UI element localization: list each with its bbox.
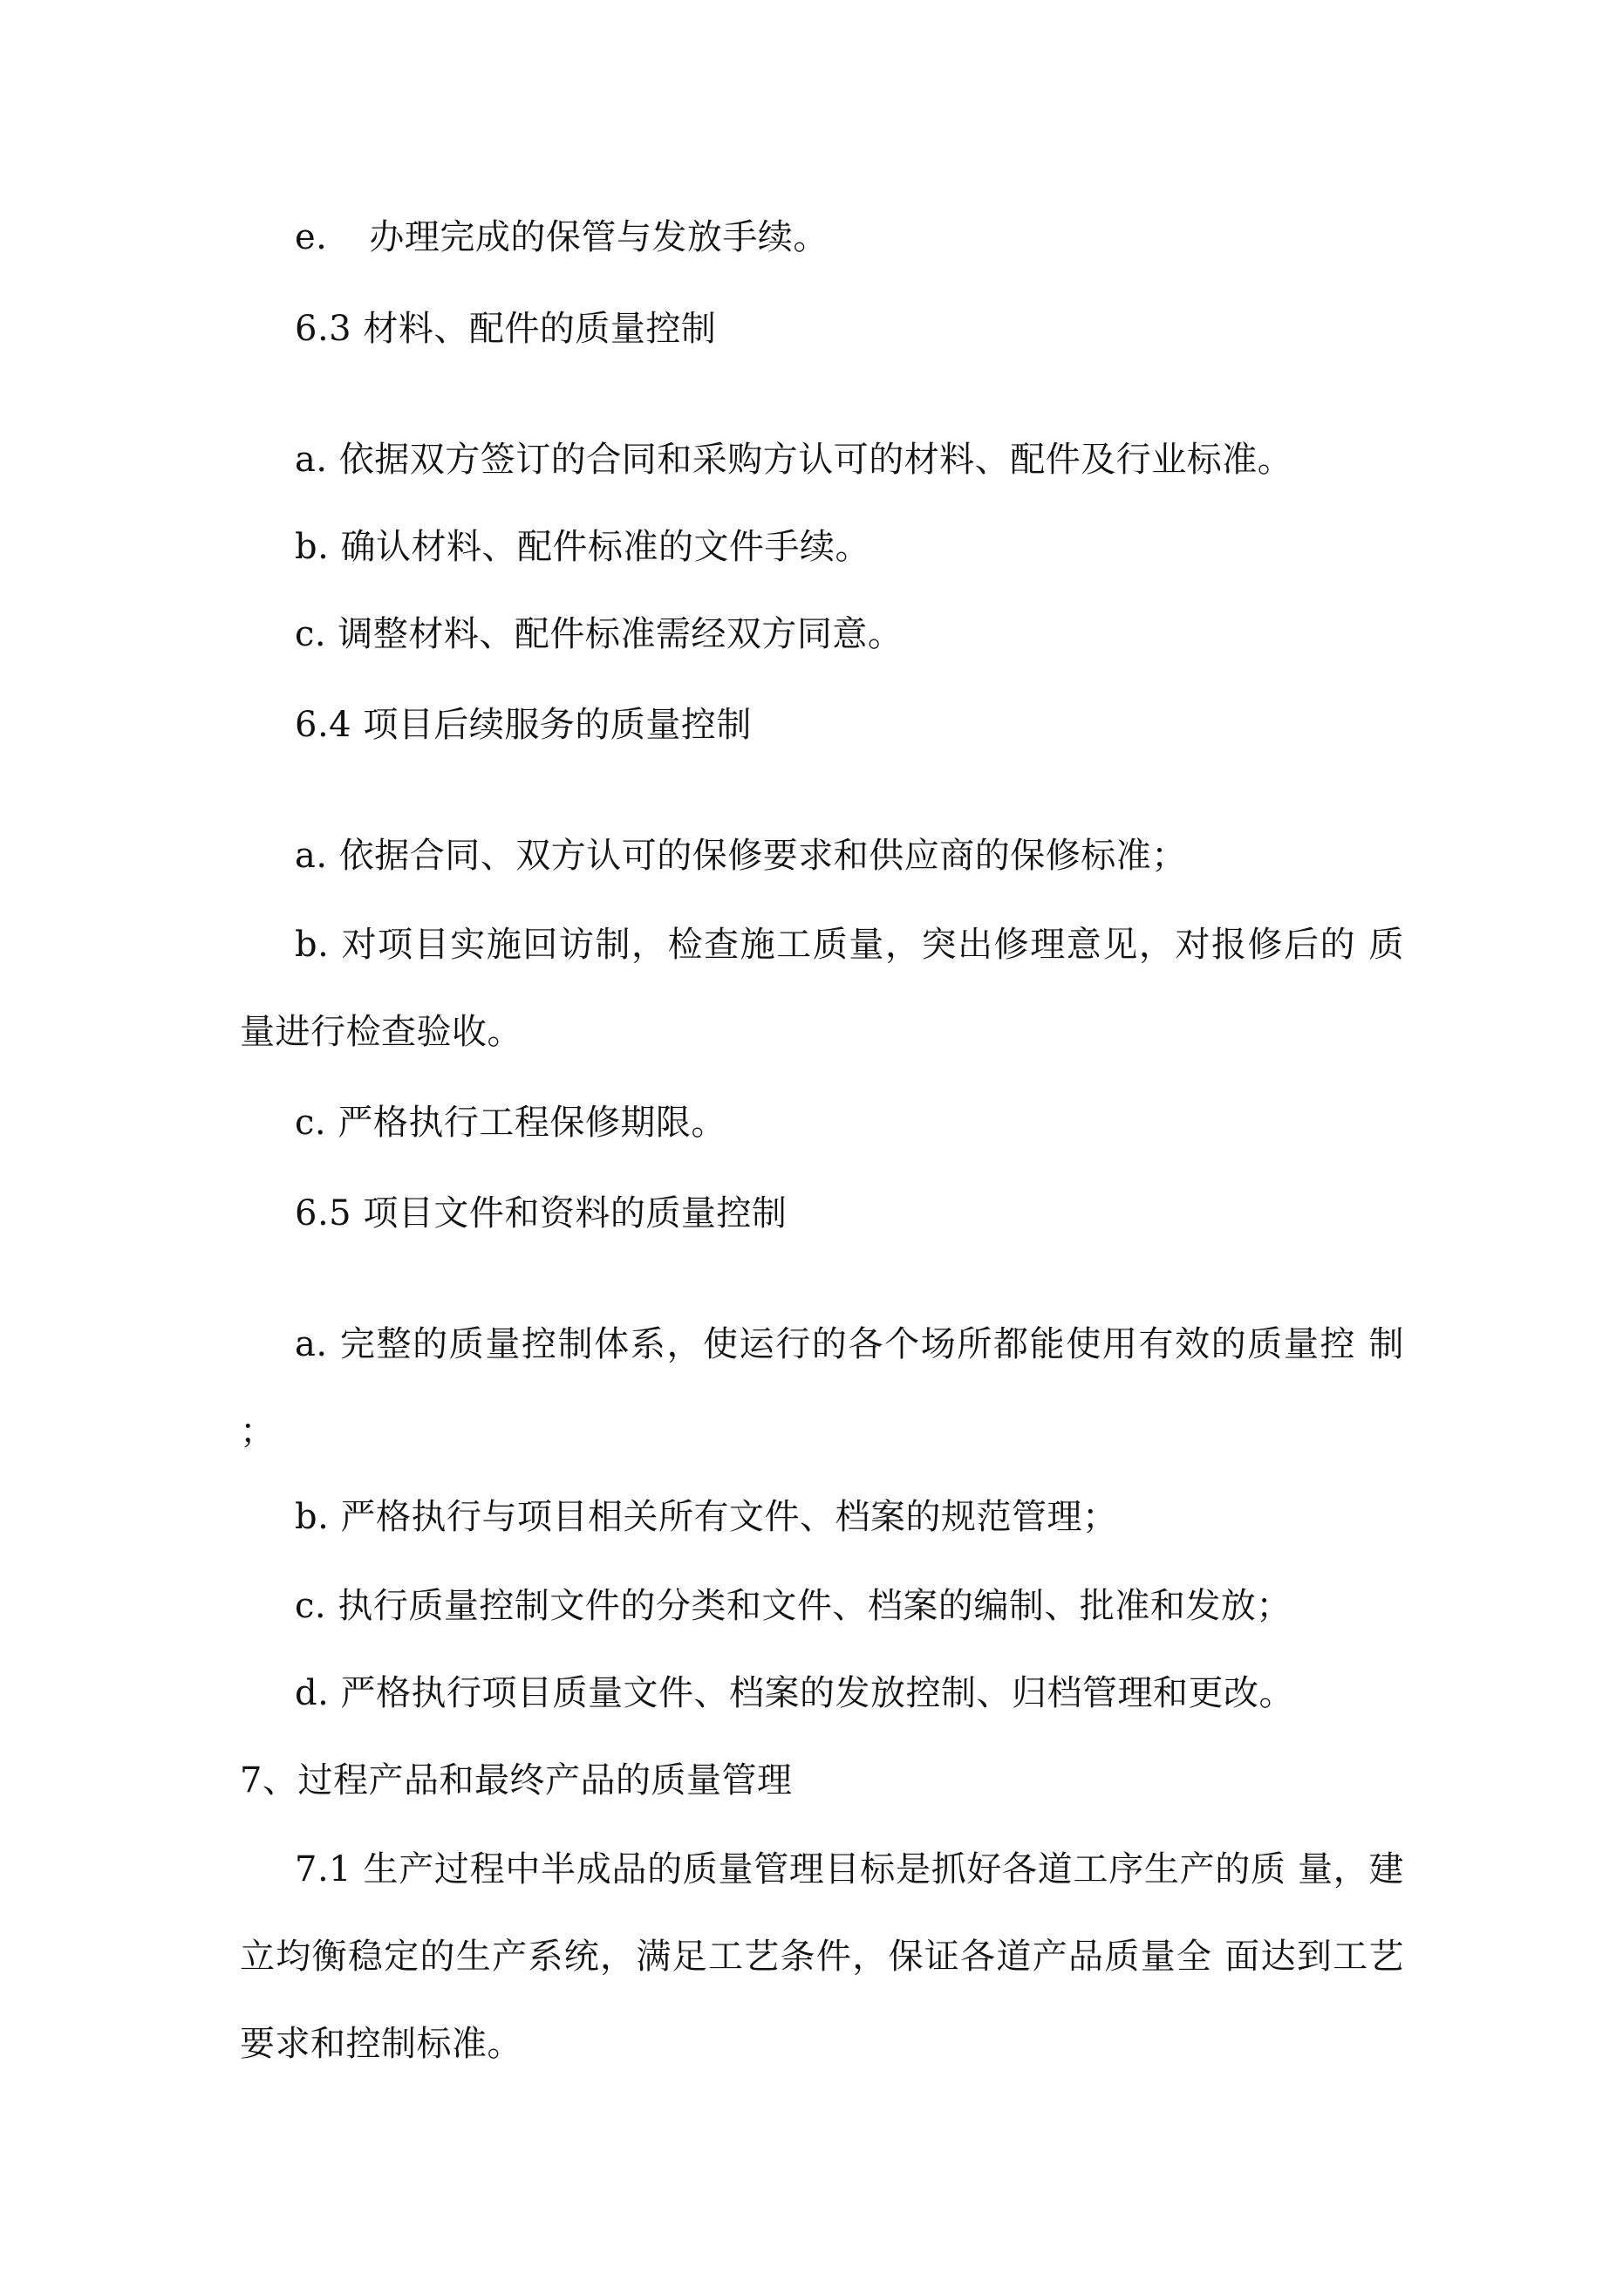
list-item-e xyxy=(295,213,829,262)
paragraph-line: 7.1 生产过程中半成品的质量管理目标是抓好各道工序生产的质 量，建 xyxy=(295,1849,1404,1889)
list-item: b. 对项目实施回访制，检查施工质量，突出修理意见，对报修后的 质 xyxy=(295,925,1404,965)
list-text: 办理完成的保管与发放手续。 xyxy=(369,217,829,257)
list-item: c. 调整材料、配件标准需经双方同意。 xyxy=(295,614,904,654)
section-heading-7: 7、过程产品和最终产品的质量管理 xyxy=(240,1760,793,1801)
section-heading-6-3: 6.3 材料、配件的质量控制 xyxy=(295,309,717,349)
list-label: e. xyxy=(295,217,328,257)
list-item: c. 执行质量控制文件的分类和文件、档案的编制、批准和发放； xyxy=(295,1586,1292,1626)
paragraph-line: 立均衡稳定的生产系统，满足工艺条件，保证各道产品质量全 面达到工艺 xyxy=(240,1937,1404,1977)
list-item-continuation: ； xyxy=(240,1411,276,1452)
list-item: b. 严格执行与项目相关所有文件、档案的规范管理； xyxy=(295,1497,1118,1537)
list-item-continuation: 量进行检查验收。 xyxy=(240,1012,522,1052)
paragraph-line: 要求和控制标准。 xyxy=(240,2024,522,2064)
section-heading-6-4: 6.4 项目后续服务的质量控制 xyxy=(295,705,752,745)
list-item: a. 依据合同、双方认可的保修要求和供应商的保修标准； xyxy=(295,836,1187,876)
list-item: c. 严格执行工程保修期限。 xyxy=(295,1103,726,1143)
list-item: d. 严格执行项目质量文件、档案的发放控制、归档管理和更改。 xyxy=(295,1673,1295,1713)
list-item: a. 完整的质量控制体系，使运行的各个场所都能使用有效的质量控 制 xyxy=(295,1324,1404,1364)
list-item: a. 依据双方签订的合同和采购方认可的材料、配件及行业标准。 xyxy=(295,440,1293,480)
section-heading-6-5: 6.5 项目文件和资料的质量控制 xyxy=(295,1193,788,1233)
list-item: b. 确认材料、配件标准的文件手续。 xyxy=(295,527,871,567)
